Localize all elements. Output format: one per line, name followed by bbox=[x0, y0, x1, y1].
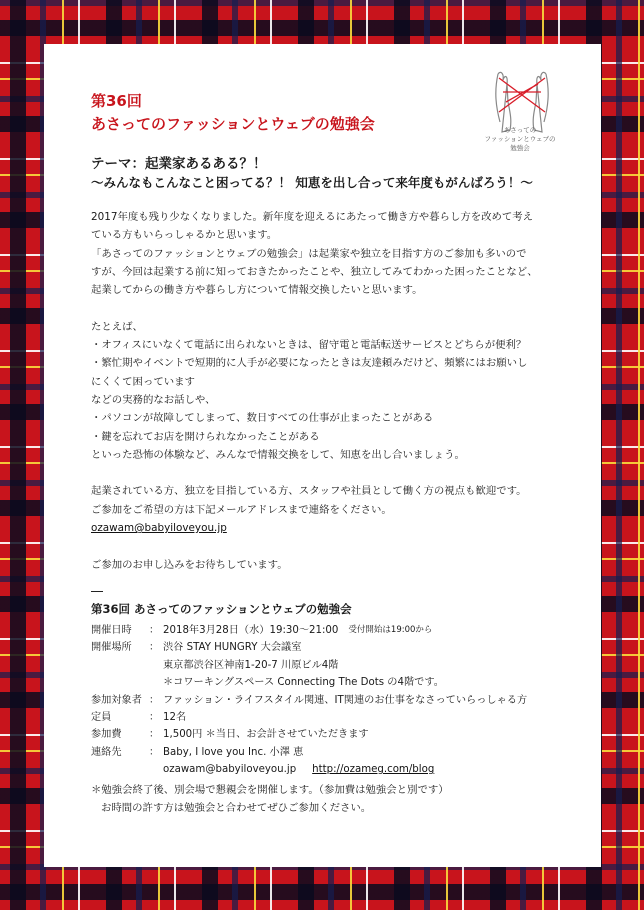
afterparty-note: ＊勉強会終了後、別会場で懇親会を開催します。（参加費は勉強会と別です） お時間の許す方は勉強会と合わせてぜひご参加ください。 bbox=[91, 784, 449, 814]
info-row-place: 開催場所 ： 渋谷 STAY HUNGRY 大会議室 bbox=[91, 642, 302, 654]
flyer-paper bbox=[44, 44, 601, 867]
theme-heading: テーマ：起業家あるある？！ bbox=[91, 156, 267, 172]
contact-email-link[interactable]: ozawam@babyiloveyou.jp bbox=[163, 764, 297, 776]
info-row-target: 参加対象者 ： ファッション・ライフスタイル関連、IT関連のお仕事をなさっていらっしゃる方 bbox=[91, 694, 528, 706]
blog-url-link[interactable]: http://ozameg.com/blog bbox=[312, 764, 435, 776]
info-row-fee: 参加費 ： 1,500円 ＊当日、お会計させていただきます bbox=[91, 729, 369, 741]
divider bbox=[91, 591, 103, 592]
event-info: 開催日時 ： 2018年3月28日（水）19:30〜21:00 受付開始は19:00から 開催場所 ： 渋谷 STAY HUNGRY 大会議室 東京都渋谷区神南1-20-7 川原ビル4階 ＊コワーキングスペース Connecting The Dots の4階です。 参加対象者 ： ファッション・ライフスタイル関連、IT関連のお仕事をなさっていらっしゃる方 定員 ： 12名 参加費 ： 1,500円 ＊当日、お会計させていただきます 連絡先 ： Baby, I love you Inc. 小澤 恵 ozawam@babyiloveyou.jp http://ozameg.com/blog bbox=[91, 622, 527, 779]
info-row-contact: 連絡先 ： Baby, I love you Inc. 小澤 恵 bbox=[91, 746, 304, 758]
email-link[interactable]: ozawam@babyiloveyou.jp bbox=[91, 522, 227, 535]
event-number: 第36回 bbox=[91, 92, 142, 110]
body-text: 2017年度も残り少なくなりました。新年度を迎えるにあたって働き方や暮らし方を改めて考え ている方もいらっしゃるかと思います。 「あさってのファッションとウェブの勉強会」は起業家や独立を目指す方のご参加も多いので すが、今回は起業する前に知っておきたかったことや、独立してみてわかった困ったことなど、 起業してからの働き方や暮らし方について情報交換したいと思います。 たとえば、 ・オフィスにいなくて電話に出られないときは、留守電と電話転送サービスとどちらが便利？ ・繁忙期やイベントで短期的に人手が必要になったときは友達頼みだけど、頻繁にはお願いし にくくて困っています などの実務的なお話しや、 ・パソコンが故障してしまって、数日すべての仕事が止まったことがある ・鍵を忘れてお店を開けられなかったことがある といった恐怖の体験など、みんなで情報交換をして、知恵を出し合いましょう。 起業されている方、独立を目指している方、スタッフや社員として働く方の視点も歓迎です。 ご参加をご希望の方は下記メールアドレスまで連絡をください。 ozawam@babyiloveyou.jp ご参加のお申し込みをお待ちしています。 bbox=[91, 208, 591, 574]
logo-text: あさっての ファッションとウェブの 勉強会 bbox=[484, 126, 556, 152]
info-title: 第36回 あさってのファッションとウェブの勉強会 bbox=[91, 602, 352, 616]
info-row-date: 開催日時 ： 2018年3月28日（水）19:30〜21:00 受付開始は19:00から bbox=[91, 625, 433, 636]
info-row-capacity: 定員 ： 12名 bbox=[91, 712, 187, 724]
event-title: あさってのファッションとウェブの勉強会 bbox=[91, 115, 375, 133]
closing-text: ご参加のお申し込みをお待ちしています。 bbox=[91, 558, 288, 571]
theme-subheading: 〜みんなもこんなこと困ってる？！ 知恵を出し合って来年度もがんばろう！〜 bbox=[91, 175, 533, 190]
